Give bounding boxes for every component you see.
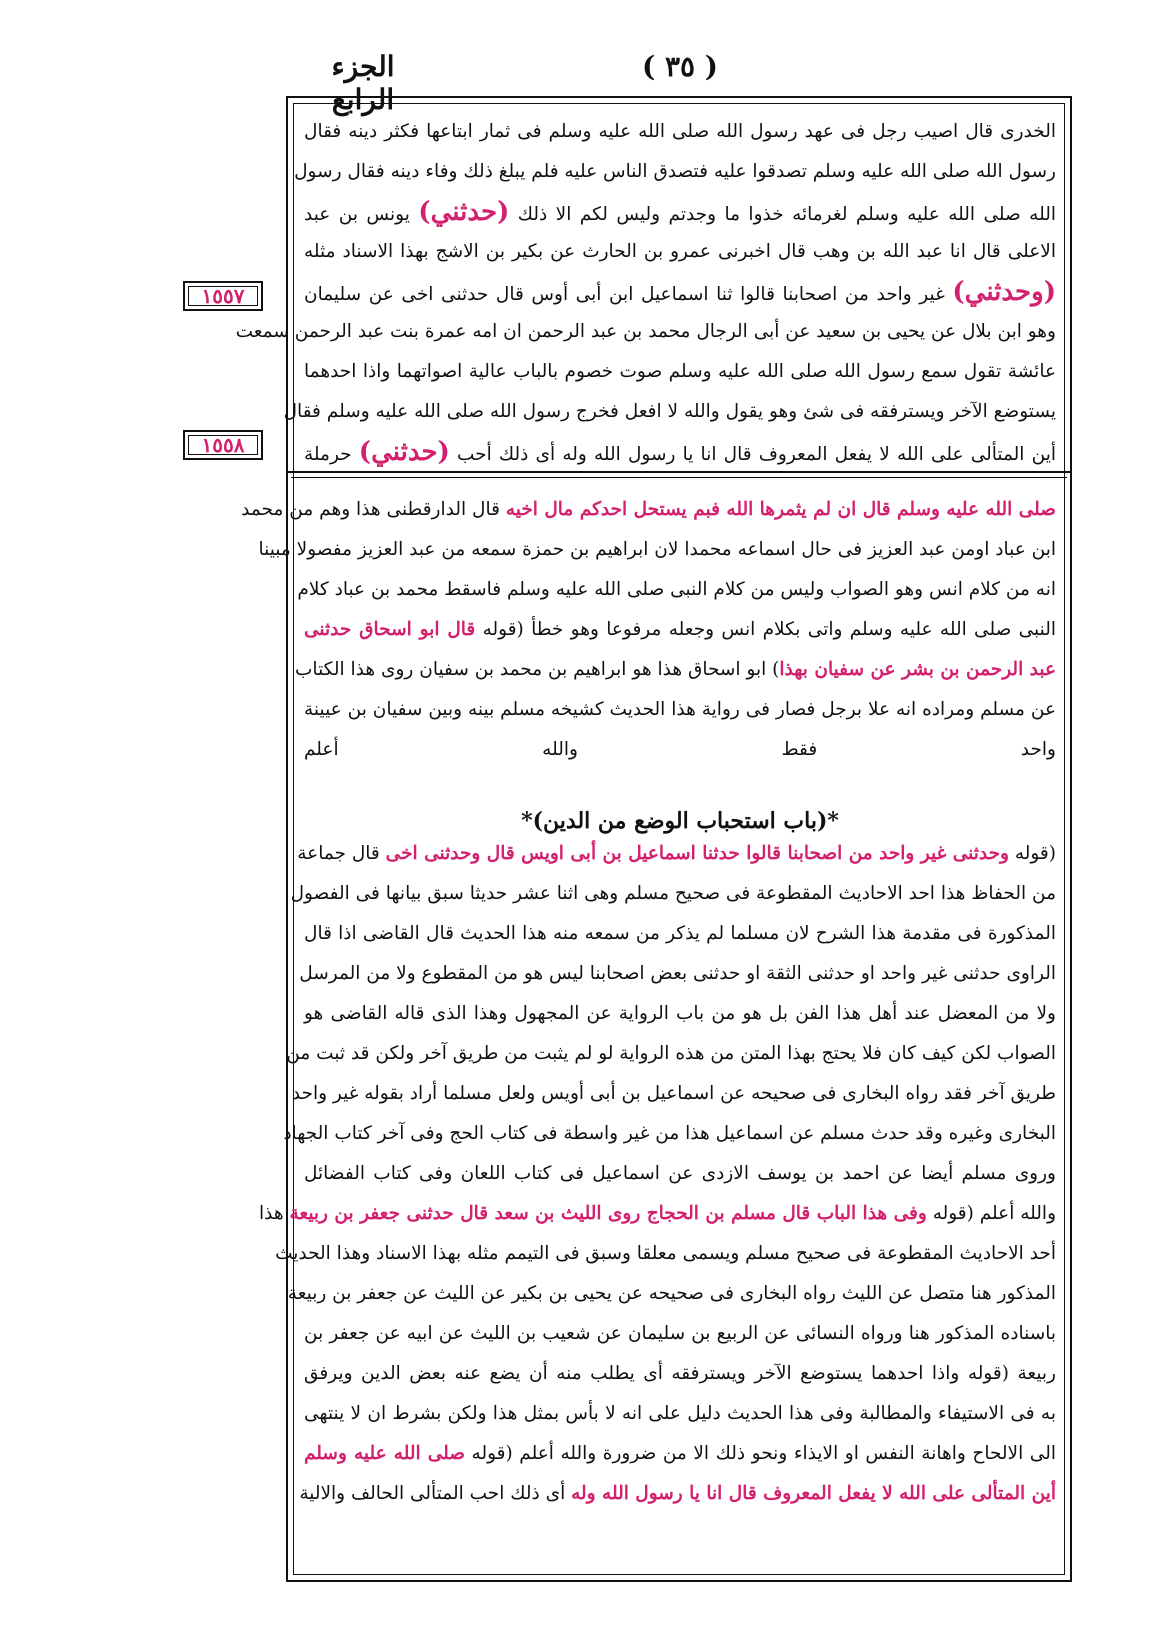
text-line: الخدرى قال اصيب رجل فى عهد رسول الله صلى الله عليه وسلم فى ثمار ابتاعها فكثر دينه فقال	[304, 121, 1056, 142]
text-line: (وحدثني) غير واحد من اصحابنا قالوا ثنا اسماعيل ابن أبى أوس قال حدثنى اخى عن سليمان	[304, 277, 1056, 307]
text-line: ابن عباد اومن عبد العزيز فى حال اسماعه محمدا لان ابراهيم بن حمزة سمعه من عبد العزيز مفصولا مبينا	[258, 539, 1056, 560]
text-line: ولا من المعضل عند أهل هذا الفن بل هو من باب الرواية عن المجهول وهذا الذى قاله القاضى هو	[304, 1003, 1056, 1024]
text-line: أحد الاحاديث المقطوعة فى صحيح مسلم ويسمى معلقا وسبق فى التيمم مثله بهذا الاسناد وهذا الحديث	[275, 1243, 1056, 1264]
text-line: الى الالحاح واهانة النفس او الايذاء ونحو ذلك الا من ضرورة والله أعلم (قوله صلى الله عليه وسلم	[304, 1443, 1056, 1464]
hadith-text-block	[235, 112, 1056, 472]
section-divider-inner	[291, 477, 1067, 478]
text-line: والله أعلم (قوله وفى هذا الباب قال مسلم بن الحجاج روى الليث بن سعد قال حدثنى جعفر بن ربيعة هذا	[258, 1203, 1056, 1224]
text-line: المذكورة فى مقدمة هذا الشرح لان مسلما لم يذكر من سمعه منه هذا الحديث قال القاضى اذا قال	[304, 923, 1056, 944]
text-line: من الحفاظ هذا احد الاحاديث المقطوعة فى صحيح مسلم وهى اثنا عشر حديثا سبق بيانها فى الفصول	[290, 883, 1056, 904]
chapter-heading: *(باب استحباب الوضع من الدين)*	[521, 808, 839, 834]
text-line: (قوله وحدثنى غير واحد من اصحابنا قالوا حدثنا اسماعيل بن أبى اويس قال وحدثنى اخى قال جماعة	[297, 843, 1056, 864]
page-number: ( ٣٥ )	[641, 50, 719, 83]
text-line: به فى الاستيفاء والمطالبة وفى هذا الحديث دليل على انه لا بأس بمثل هذا ولكن بشرط ان لا ينتهى	[304, 1403, 1056, 1424]
chapter-commentary-block	[258, 834, 1056, 1514]
text-line: عائشة تقول سمع رسول الله صلى الله عليه وسلم صوت خصوم بالباب عالية اصواتهما واذا احدهما	[304, 361, 1056, 382]
text-line: أين المتألى على الله لا يفعل المعروف قال انا يا رسول الله وله أى ذلك أحب (حدثني) حرملة	[304, 437, 1056, 467]
text-line: يستوضع الآخر ويسترفقه فى شئ وهو يقول والله لا افعل فخرج رسول الله صلى الله عليه وسلم فقال	[283, 401, 1056, 422]
text-line: صلى الله عليه وسلم قال ان لم يثمرها الله فبم يستحل احدكم مال اخيه قال الدارقطنى هذا وهم من محمد	[241, 499, 1056, 520]
volume-title: الجزء الرابع	[331, 50, 395, 116]
text-line: رسول الله صلى الله عليه وسلم تصدقوا عليه فتصدق الناس عليه فلم يبلغ ذلك وفاء دينه فقال رسول	[294, 161, 1056, 182]
text-line: وروى مسلم أيضا عن احمد بن يوسف الازدى عن اسماعيل فى كتاب اللعان وفى كتاب الفضائل	[304, 1163, 1056, 1184]
text-line: عن مسلم ومراده انه علا برجل فصار فى رواية هذا الحديث كشيخه مسلم بينه وبين سفيان بن عيينة	[304, 699, 1056, 720]
text-line: الصواب لكن كيف كان فلا يحتج بهذا المتن من هذه الرواية لو لم يثبت من طريق آخر ولكن قد ثبت من	[286, 1043, 1056, 1064]
text-line: النبى صلى الله عليه وسلم واتى بكلام انس وجعله مرفوعا وهو خطأ (قوله قال ابو اسحاق حدثنى	[304, 619, 1056, 640]
text-line: المذكور هنا متصل عن الليث رواه البخارى فى صحيحه عن يحيى بن بكير عن الليث عن جعفر بن ربيعة	[287, 1283, 1056, 1304]
text-line: الله صلى الله عليه وسلم لغرمائه خذوا ما وجدتم وليس لكم الا ذلك (حدثني) يونس بن عبد	[304, 197, 1056, 227]
text-line: واحد فقط والله أعلم	[304, 739, 1056, 760]
text-line: طريق آخر فقد رواه البخارى فى صحيحه عن اسماعيل بن أبى أويس ولعل مسلما أراد بقوله غير واحد	[291, 1083, 1056, 1104]
hadith-number-box: ١٥٥٧	[183, 281, 263, 311]
text-line: الراوى حدثنى غير واحد او حدثنى الثقة او حدثنى بعض اصحابنا ليس هو من المقطوع ولا من المرسل	[299, 963, 1056, 984]
text-line: أين المتألى على الله لا يفعل المعروف قال انا يا رسول الله وله أى ذلك احب المتألى الحالف والالية	[299, 1483, 1056, 1504]
text-line: ربيعة (قوله واذا احدهما يستوضع الآخر ويسترفقه أى يطلب منه أن يضع عنه بعض الدين ويرفق	[304, 1363, 1056, 1384]
text-line: عبد الرحمن بن بشر عن سفيان بهذا) ابو اسحاق هذا هو ابراهيم بن محمد بن سفيان روى هذا الكتاب	[295, 659, 1056, 680]
text-line: باسناده المذكور هنا ورواه النسائى عن الربيع بن سليمان عن شعيب بن الليث عن ابيه عن جعفر بن	[304, 1323, 1056, 1344]
hadith-number-box: ١٥٥٨	[183, 430, 263, 460]
text-line: البخارى وغيره وقد حدث مسلم عن اسماعيل هذا من غير واسطة فى كتاب الحج وفى آخر كتاب الجهاد	[283, 1123, 1056, 1144]
text-line: الاعلى قال انا عبد الله بن وهب قال اخبرنى عمرو بن الحارث عن بكير بن الاشج بهذا الاسناد مثله	[304, 241, 1056, 262]
text-line: وهو ابن بلال عن يحيى بن سعيد عن أبى الرجال محمد بن عبد الرحمن ان امه عمرة بنت عبد الرحمن سمعت	[235, 321, 1056, 342]
text-line: انه من كلام انس وهو الصواب وليس من كلام النبى صلى الله عليه وسلم فاسقط محمد بن عباد كلام	[297, 579, 1056, 600]
commentary-text-block	[241, 490, 1056, 770]
